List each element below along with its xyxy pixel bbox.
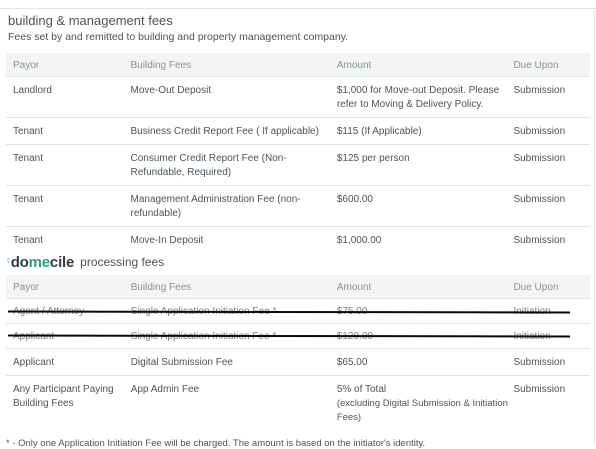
amount-cell [337,376,514,431]
header-amount: Amount [336,60,372,71]
due-cell: Submission [513,153,566,164]
table-row [6,186,590,227]
footnote: * - Only one Application Initiation Fee will be charged. The amount is based on the initiator's identity. [6,438,426,449]
fee-cell: Digital Submission Fee [130,357,233,368]
payor-cell: Landlord [13,85,52,96]
amount-cell: $1,000.00 [336,235,382,246]
logo-text-start: do [10,253,29,271]
payor-cell: Tenant [13,126,44,137]
domecile-logo [11,254,74,271]
processing-fees-title: processing fees [80,255,165,269]
header-building-fees: Building Fees [130,60,192,71]
payor-cell: Tenant [13,153,44,164]
payor-cell: Tenant [13,194,44,205]
amount-cell: $1,000 for Move-out Deposit. Please refer to Moving & Delivery Policy. [336,85,500,110]
header-payor: Payor [13,60,40,71]
table-row [6,349,590,376]
amount-cell: $600.00 [336,194,373,205]
payor-cell: Applicant [13,357,55,368]
processing-fees-heading [7,252,164,272]
table-header-row [6,53,590,77]
building-fees-table [6,53,590,253]
fee-cell: Management Administration Fee (non-refundable) [130,194,301,219]
table-row [6,77,590,118]
due-cell: Submission [513,357,566,368]
header-amount: Amount [336,282,372,293]
domecile-logo-mark-icon: ⁽ [7,256,10,269]
table-row [6,376,590,431]
building-fees-title: building & management fees [8,13,173,28]
logo-text-end: cile [49,253,75,271]
amount-note: (excluding Digital Submission & Initiation Fees) [336,398,508,423]
table-row [6,227,590,254]
amount-value: 5% of Total [336,384,387,395]
table-row [6,145,590,186]
due-cell: Submission [513,384,566,395]
payor-cell: Any Participant Paying Building Fees [13,384,114,409]
fee-cell: App Admin Fee [130,384,200,395]
fee-cell: Move-In Deposit [130,235,204,246]
amount-cell: $125 per person [336,153,410,164]
table-row [6,118,590,145]
header-due-upon: Due Upon [513,60,559,71]
top-divider [0,8,596,9]
due-cell: Submission [513,85,566,96]
amount-cell: $115 (If Applicable) [336,126,422,137]
fee-cell: Consumer Credit Report Fee (Non-Refundable, Required) [130,153,287,178]
fee-cell: Business Credit Report Fee ( If applicable) [130,126,319,137]
table-header-row [6,275,590,299]
due-cell: Submission [513,194,566,205]
header-due-upon: Due Upon [513,282,559,293]
header-building-fees: Building Fees [130,282,192,293]
payor-cell: Tenant [13,235,44,246]
due-cell: Submission [513,126,566,137]
fee-cell: Move-Out Deposit [130,85,212,96]
logo-text-accent: me [28,253,50,271]
processing-fees-table [6,275,590,430]
building-fees-subtitle: Fees set by and remitted to building and property management company. [8,31,349,43]
header-payor: Payor [13,282,40,293]
amount-cell: $65.00 [336,357,368,368]
right-divider [594,8,595,446]
due-cell: Submission [513,235,566,246]
